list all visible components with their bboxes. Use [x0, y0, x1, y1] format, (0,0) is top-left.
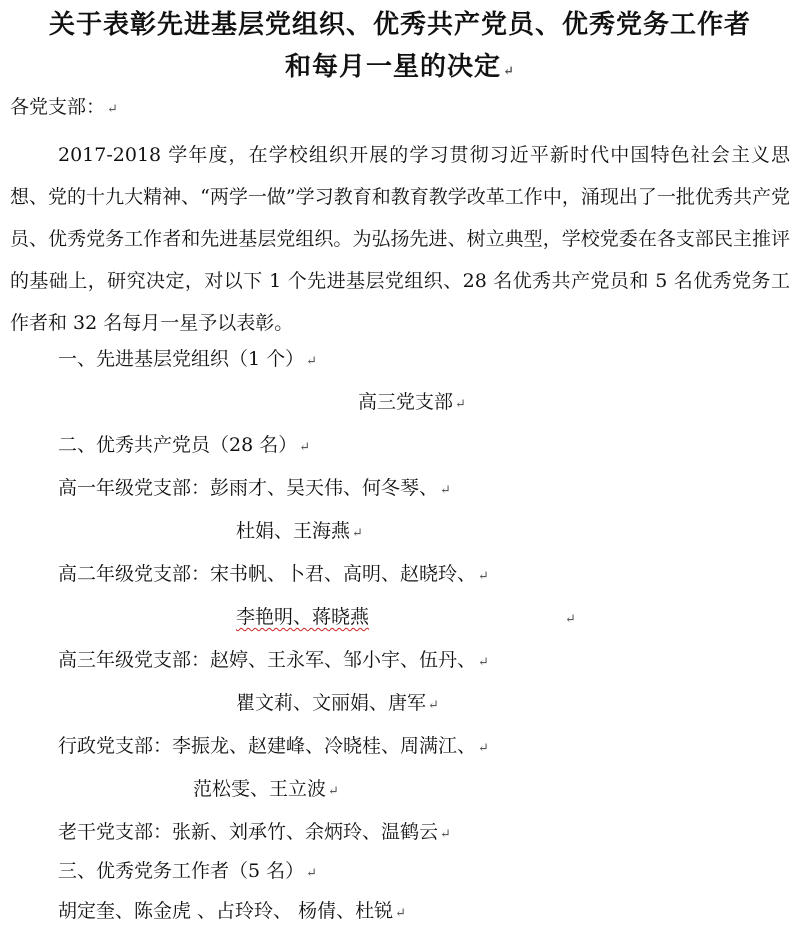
paragraph-mark: ↵ — [503, 64, 515, 79]
branch-retired-names: 老干党支部：张新、刘承竹、余炳玲、温鹤云 — [58, 821, 439, 843]
paragraph-mark: ↵ — [352, 526, 363, 541]
branch-grade2-line-2 — [236, 604, 576, 633]
paragraph-mark: ↵ — [455, 397, 466, 412]
branch-grade3-line-2 — [236, 690, 439, 719]
paragraph-mark: ↵ — [306, 866, 318, 881]
branch-grade1-names-cont: 杜娟、王海燕 — [236, 520, 351, 542]
branch-grade3-names-cont: 瞿文莉、文丽娟、唐军 — [236, 692, 427, 714]
paragraph-mark: ↵ — [440, 827, 451, 842]
branch-admin-line-2 — [193, 776, 339, 805]
section-3-names — [58, 898, 406, 927]
paragraph-mark: ↵ — [299, 440, 311, 455]
section-1-heading-text: 一、先进基层党组织（1 个） — [58, 348, 305, 370]
decision-body-paragraph: 2017-2018 学年度，在学校组织开展的学习贯彻习近平新时代中国特色社会主义思想、党的十九大精神、“两学一做”学习教育和教育教学改革工作中，涌现出了一批优秀共产党员、优秀党务工作者和先进基层党组织。为弘扬先进、树立典型，学校党委在各支部民主推评的基础上，研究决定，对以下 1 个先进基层党组织、28 名优秀共产党员和 5 名优秀党务工作者和 32 名每月一星予以表彰。 — [10, 144, 790, 334]
paragraph-mark: ↵ — [478, 569, 489, 584]
branch-grade1-line-1 — [58, 475, 451, 504]
section-1-item — [358, 389, 466, 418]
branch-grade1-line-2 — [236, 518, 363, 547]
paragraph-mark: ↵ — [440, 483, 451, 498]
branch-grade2-names-cont: 李艳明、蒋晓燕 — [236, 606, 370, 628]
section-1-heading — [58, 346, 317, 375]
section-2-heading-text: 二、优秀共产党员（28 名） — [58, 434, 298, 456]
branch-grade1-names: 高一年级党支部：彭雨才、吴天伟、何冬琴、 — [58, 477, 439, 499]
document-title-line-2 — [0, 46, 800, 83]
section-3-names-text: 胡定奎、陈金虎 、占玲玲、 杨倩、杜锐 — [58, 900, 394, 922]
paragraph-mark: ↵ — [306, 354, 318, 369]
branch-grade2-line-1 — [58, 561, 489, 590]
paragraph-mark: ↵ — [107, 102, 118, 117]
paragraph-mark: ↵ — [428, 698, 439, 713]
branch-admin-names: 行政党支部：李振龙、赵建峰、冷晓桂、周满江、 — [58, 735, 477, 757]
paragraph-mark: ↵ — [395, 906, 406, 921]
branch-admin-line-1 — [58, 733, 489, 762]
paragraph-mark: ↵ — [328, 784, 339, 799]
branch-grade3-line-1 — [58, 647, 489, 676]
section-3-heading — [58, 858, 317, 887]
salutation — [10, 94, 118, 123]
paragraph-mark: ↵ — [565, 612, 576, 627]
document-title-line-2-text: 和每月一星的决定 — [285, 52, 502, 82]
section-1-item-text: 高三党支部 — [358, 391, 454, 413]
branch-grade2-names: 高二年级党支部：宋书帆、卜君、高明、赵晓玲、 — [58, 563, 477, 585]
branch-grade3-names: 高三年级党支部：赵婷、王永军、邹小宇、伍丹、 — [58, 649, 477, 671]
paragraph-mark: ↵ — [478, 741, 489, 756]
branch-admin-names-cont: 范松雯、王立波 — [193, 778, 327, 800]
salutation-text: 各党支部： — [10, 96, 106, 118]
document-title-line-1: 关于表彰先进基层党组织、优秀共产党员、优秀党务工作者 — [48, 10, 751, 40]
paragraph-mark: ↵ — [478, 655, 489, 670]
branch-retired-line — [58, 819, 451, 848]
section-2-heading — [58, 432, 310, 461]
section-3-heading-text: 三、优秀党务工作者（5 名） — [58, 860, 305, 882]
